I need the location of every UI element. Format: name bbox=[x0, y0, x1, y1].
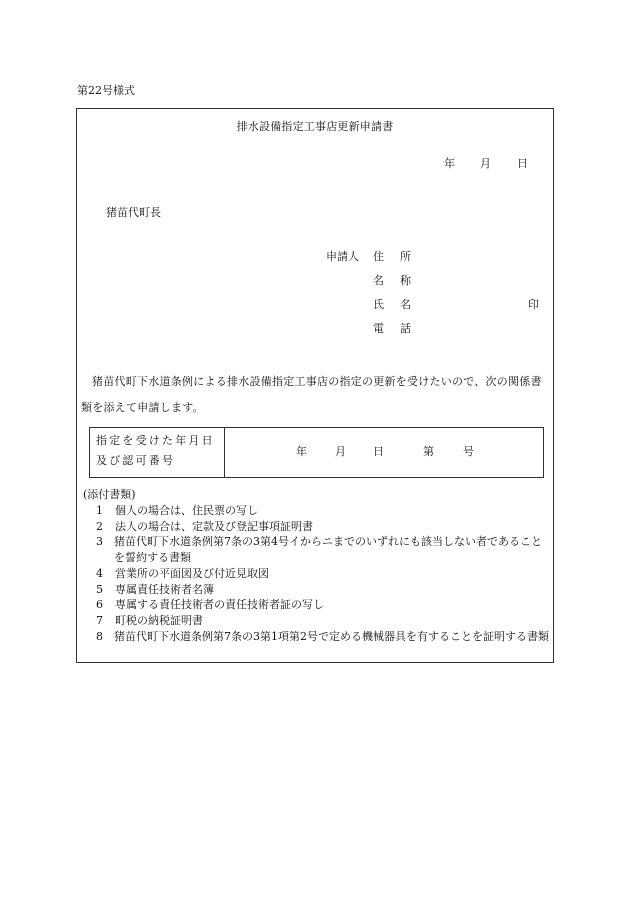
list-item-text: 猪苗代町下水道条例第7条の3第1項第2号で定める機械器具を有することを証明する書類 bbox=[114, 629, 549, 643]
list-item bbox=[91, 503, 551, 519]
seal-mark: 印 bbox=[528, 298, 539, 311]
request-statement: 猪苗代町下水道条例による排水設備指定工事店の指定の更新を受けたいので、次の関係書類を添えて申請します。 bbox=[81, 375, 542, 414]
date-day-label: 日 bbox=[517, 157, 528, 170]
phone-label-char-1: 電 bbox=[373, 322, 384, 335]
list-item-text: 町税の納税証明書 bbox=[115, 613, 203, 627]
company-name-label-char-2: 称 bbox=[400, 274, 411, 287]
company-name-label-char-1: 名 bbox=[373, 274, 384, 287]
permit-number-prefix: 第 bbox=[423, 445, 434, 458]
list-item-number: 1 bbox=[96, 504, 103, 517]
list-item-number: 4 bbox=[96, 566, 103, 580]
date-year-label: 年 bbox=[444, 157, 455, 170]
list-item-text: 専属する責任技術者の責任技術者証の写し bbox=[115, 598, 324, 612]
phone-label bbox=[373, 322, 411, 336]
list-item-text: 専属責任技術者名簿 bbox=[115, 582, 214, 596]
permit-label-cell bbox=[90, 428, 225, 477]
permit-label-line-2: 及び認可番号 bbox=[96, 454, 176, 467]
person-name-label-char-2: 名 bbox=[400, 298, 411, 311]
list-item-number: 2 bbox=[96, 519, 103, 533]
list-item-number: 5 bbox=[96, 582, 103, 596]
addressee: 猪苗代町長 bbox=[106, 206, 161, 219]
permit-year-label: 年 bbox=[296, 445, 307, 458]
form-number: 第22号様式 bbox=[77, 84, 135, 97]
list-item bbox=[91, 534, 551, 565]
form-title: 排水設備指定工事店更新申請書 bbox=[236, 120, 394, 133]
list-item-text: 個人の場合は、住民票の写し bbox=[115, 504, 258, 517]
phone-label-char-2: 話 bbox=[400, 322, 411, 335]
permit-month-label: 月 bbox=[335, 445, 346, 458]
permit-info-table bbox=[89, 427, 544, 478]
list-item bbox=[91, 519, 551, 535]
address-label-char-1: 住 bbox=[373, 250, 384, 263]
list-item-number: 3 bbox=[96, 535, 103, 549]
list-item-number: 7 bbox=[96, 613, 103, 627]
attachments-heading: (添付書類) bbox=[83, 488, 136, 501]
permit-value-cell bbox=[225, 428, 543, 477]
applicant-label: 申請人 bbox=[326, 250, 359, 263]
application-form bbox=[76, 108, 554, 663]
list-item bbox=[91, 566, 551, 582]
date-month-label: 月 bbox=[480, 157, 491, 170]
address-label-char-2: 所 bbox=[400, 250, 411, 263]
attachments-list bbox=[91, 503, 551, 644]
permit-number-suffix: 号 bbox=[463, 445, 474, 458]
person-name-label-char-1: 氏 bbox=[373, 298, 384, 311]
list-item bbox=[91, 597, 551, 613]
list-item-text: 営業所の平面図及び付近見取図 bbox=[115, 566, 269, 580]
list-item bbox=[91, 613, 551, 629]
list-item-text: 猪苗代町下水道条例第7条の3第4号イからニまでのいずれにも該当しない者であることを誓約する書類 bbox=[114, 535, 542, 565]
list-item-number: 6 bbox=[96, 598, 103, 612]
list-item-text: 法人の場合は、定款及び登記事項証明書 bbox=[115, 519, 313, 533]
address-label bbox=[373, 250, 411, 264]
permit-day-label: 日 bbox=[373, 445, 384, 458]
list-item bbox=[91, 629, 551, 645]
permit-label-line-1: 指定を受けた年月日 bbox=[96, 434, 215, 447]
person-name-label bbox=[373, 298, 411, 312]
company-name-label bbox=[373, 274, 411, 288]
list-item bbox=[91, 582, 551, 598]
list-item-number: 8 bbox=[96, 629, 103, 643]
